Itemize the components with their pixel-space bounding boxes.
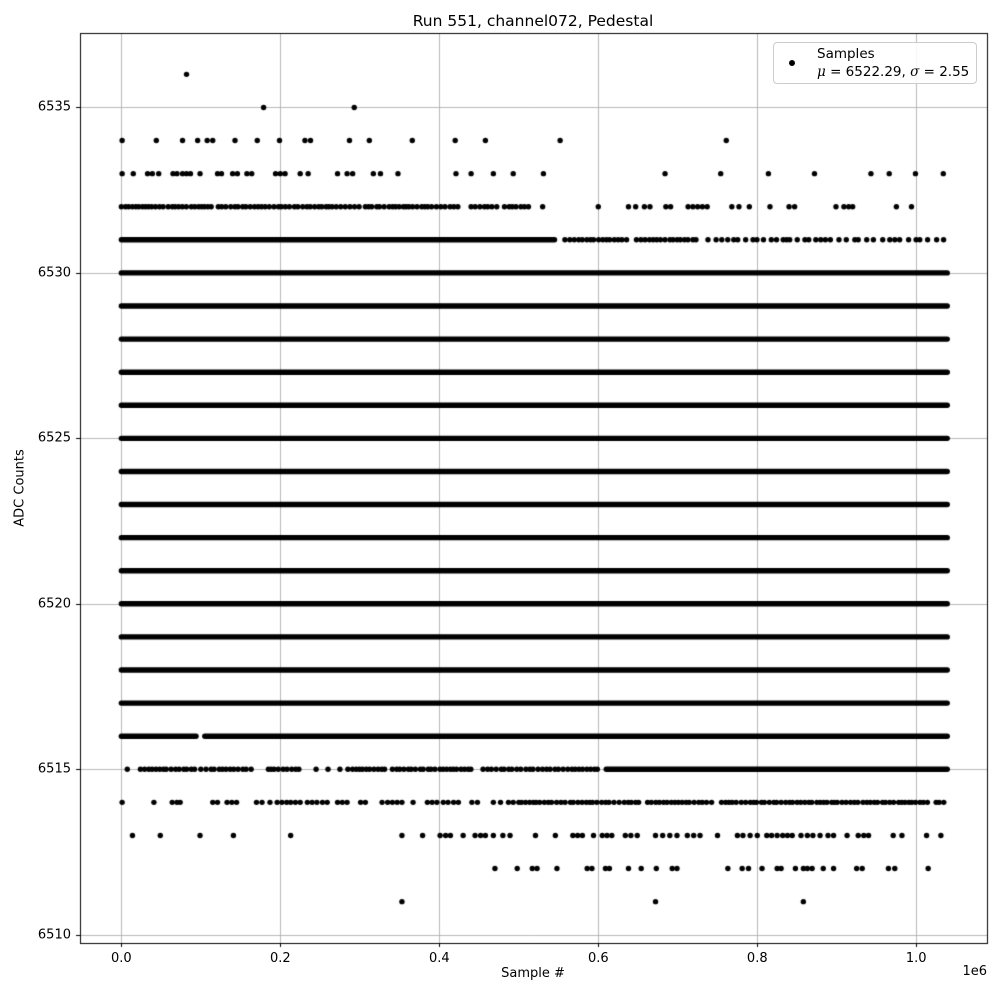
y-axis-label: ADC Counts xyxy=(12,449,28,527)
sigma-value: = 2.55 xyxy=(919,64,970,80)
legend xyxy=(773,42,977,84)
mu-symbol: μ xyxy=(817,64,826,80)
x-tick-label: 1.0 xyxy=(905,951,927,966)
sigma-symbol: σ xyxy=(910,64,920,80)
x-tick-label: 0.6 xyxy=(587,951,609,966)
x-tick-label: 0.2 xyxy=(269,951,291,966)
x-tick-label: 0.8 xyxy=(746,951,768,966)
legend-label-stats xyxy=(817,63,969,81)
x-offset-label: 1e6 xyxy=(962,964,987,979)
x-tick-label: 0.4 xyxy=(428,951,450,966)
y-tick-label: 6515 xyxy=(37,761,71,777)
y-tick-label: 6535 xyxy=(37,99,71,115)
y-tick-label: 6530 xyxy=(37,265,71,281)
y-tick-label: 6510 xyxy=(37,927,71,943)
legend-label-samples: Samples xyxy=(817,46,875,62)
x-tick-label: 0.0 xyxy=(110,951,132,966)
y-tick-label: 6525 xyxy=(37,430,71,446)
samples-marker-dot-icon xyxy=(789,60,795,66)
mu-value: = 6522.29, xyxy=(825,64,911,80)
x-axis-label: Sample # xyxy=(501,966,565,981)
y-tick-label: 6520 xyxy=(37,596,71,612)
legend-text xyxy=(817,45,969,81)
chart-title: Run 551, channel072, Pedestal xyxy=(412,12,654,30)
